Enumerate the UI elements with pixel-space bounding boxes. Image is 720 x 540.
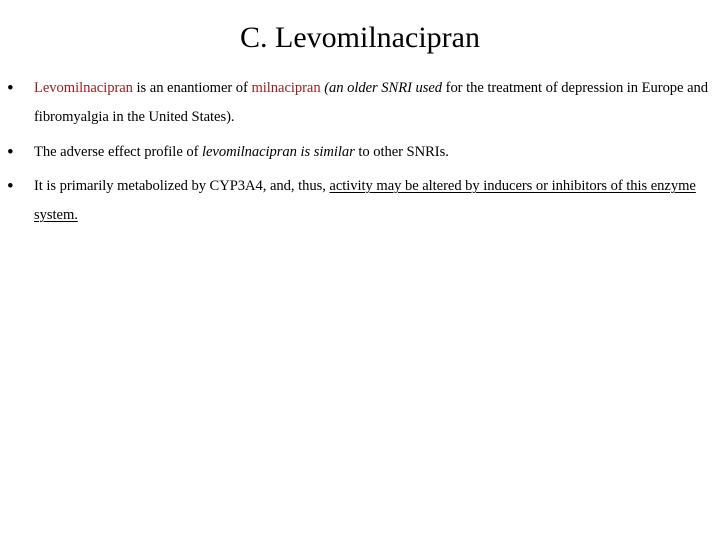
bullet-text (34, 74, 710, 132)
text-segment: is an enantiomer of (132, 80, 252, 96)
text-segment: It is primarily metabolized by CYP3A4, and, thus, (34, 178, 330, 194)
bullet-text (34, 172, 710, 230)
text-segment: for the treatment of depression in Europe and fibromyalgia in the United States). (34, 80, 709, 125)
text-segment: to other SNRIs. (354, 144, 449, 160)
drug-name-levomilnacipran: Levomilnacipran (34, 80, 133, 96)
italic-text-segment: (an older SNRI used (324, 80, 443, 96)
underlined-text-segment: activity may be altered by inducers or inhibitors of this enzyme system. (34, 178, 696, 223)
italic-text-segment: levomilnacipran is similar (202, 144, 355, 160)
drug-name-milnacipran: milnacipran (251, 80, 321, 96)
slide-title: C. Levomilnacipran (240, 21, 480, 54)
text-segment: The adverse effect profile of (34, 144, 202, 160)
bullet-marker: • (7, 176, 14, 197)
bullet-text (34, 138, 710, 167)
bullet-marker: • (7, 142, 14, 163)
bullet-marker: • (7, 78, 14, 99)
